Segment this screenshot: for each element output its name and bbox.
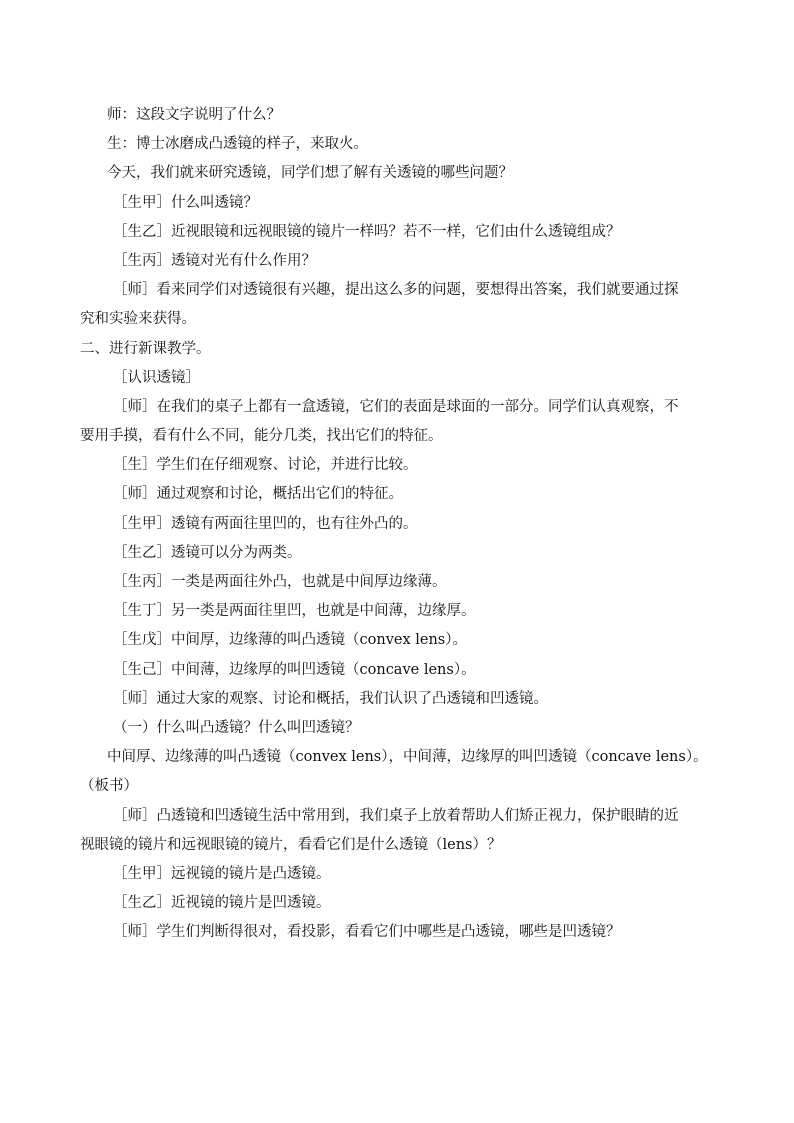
text-line: 究和实验来获得。 bbox=[80, 311, 196, 328]
text-line: ［生己］中间薄，边缘厚的叫凹透镜（concave lens）。 bbox=[113, 661, 476, 678]
text-line: ［师］看来同学们对透镜很有兴趣，提出这么多的问题，要想得出答案，我们就要通过探 bbox=[113, 282, 679, 299]
subsection-label: ［认识透镜］ bbox=[113, 369, 200, 386]
section-heading: 二、进行新课教学。 bbox=[80, 340, 211, 357]
text-line: ［生甲］远视镜的镜片是凸透镜。 bbox=[113, 865, 331, 882]
text-line: ［师］学生们判断得很对，看投影，看看它们中哪些是凸透镜，哪些是凹透镜？ bbox=[113, 924, 621, 941]
text-line: ［生乙］近视眼镜和远视眼镜的镜片一样吗？若不一样，它们由什么透镜组成？ bbox=[113, 223, 621, 240]
text-line: ［生］学生们在仔细观察、讨论，并进行比较。 bbox=[113, 457, 418, 474]
text-line: 今天，我们就来研究透镜，同学们想了解有关透镜的哪些问题？ bbox=[107, 165, 513, 182]
text-line: ［生甲］什么叫透镜？ bbox=[113, 194, 258, 211]
text-line: ［生丁］另一类是两面往里凹，也就是中间薄，边缘厚。 bbox=[113, 603, 476, 620]
text-line: ［师］通过大家的观察、讨论和概括，我们认识了凸透镜和凹透镜。 bbox=[113, 690, 548, 707]
text-line: ［师］在我们的桌子上都有一盒透镜，它们的表面是球面的一部分。同学们认真观察，不 bbox=[113, 398, 679, 415]
text-line: ［生甲］透镜有两面往里凹的，也有往外凸的。 bbox=[113, 515, 418, 532]
subsection-heading: （一）什么叫凸透镜？什么叫凹透镜？ bbox=[113, 719, 360, 736]
text-line: 师：这段文字说明了什么？ bbox=[107, 107, 281, 123]
text-line: ［师］凸透镜和凹透镜生活中常用到，我们桌子上放着帮助人们矫正视力，保护眼睛的近 bbox=[113, 807, 679, 824]
document-body bbox=[80, 101, 730, 947]
text-line: 中间厚、边缘薄的叫凸透镜（convex lens），中间薄，边缘厚的叫凹透镜（concave lens）。 bbox=[107, 749, 708, 766]
text-line: ［师］通过观察和讨论，概括出它们的特征。 bbox=[113, 486, 403, 503]
text-line: ［生乙］近视镜的镜片是凹透镜。 bbox=[113, 895, 331, 912]
text-line: 生：博士冰磨成凸透镜的样子，来取火。 bbox=[107, 136, 368, 153]
text-line: ［生乙］透镜可以分为两类。 bbox=[113, 544, 302, 561]
text-line: 要用手摸，看有什么不同，能分几类，找出它们的特征。 bbox=[80, 428, 443, 445]
text-line: （板书） bbox=[80, 778, 138, 795]
text-line: 视眼镜的镜片和远视眼镜的镜片，看看它们是什么透镜（lens）？ bbox=[80, 836, 502, 853]
text-line: ［生戊］中间厚，边缘薄的叫凸透镜（convex lens）。 bbox=[113, 632, 467, 649]
text-line: ［生丙］一类是两面往外凸，也就是中间厚边缘薄。 bbox=[113, 574, 447, 590]
text-line: ［生丙］透镜对光有什么作用？ bbox=[113, 252, 316, 269]
